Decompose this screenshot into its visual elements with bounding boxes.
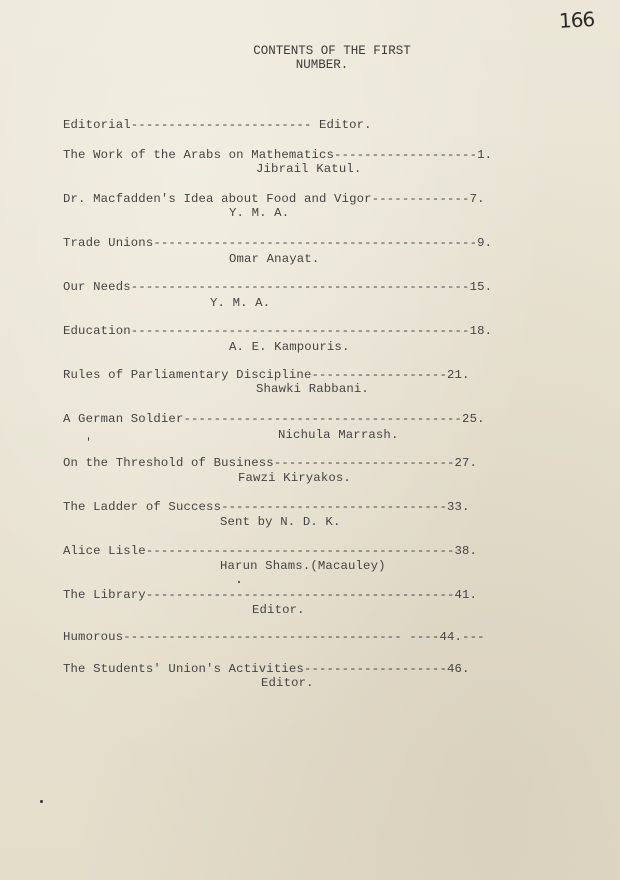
toc-entry-author: Jibrail Katul. [256, 162, 362, 176]
toc-entry-line: Dr. Macfadden's Idea about Food and Vigor-------------7. [63, 192, 485, 206]
toc-entry-line: The Students' Union's Activities-------------------46. [63, 662, 470, 676]
toc-entry-author: Nichula Marrash. [278, 428, 399, 442]
toc-entry-author: Y. M. A. [229, 206, 290, 220]
toc-entry-line: Editorial------------------------ Editor. [63, 118, 372, 132]
title-line-2: NUMBER. [295, 58, 349, 72]
toc-entry-trade-unions [63, 236, 593, 266]
toc-entry-parliamentary-discipline [63, 368, 593, 396]
toc-entry-our-needs [63, 280, 593, 310]
toc-entry-line: Trade Unions-------------------------------------------9. [63, 236, 493, 250]
toc-entry-students-union [63, 662, 593, 690]
toc-entry-line: The Ladder of Success------------------------------33. [63, 500, 470, 514]
toc-entry-arabs-mathematics [63, 148, 593, 176]
page-title [0, 44, 620, 72]
toc-entry-threshold-business [63, 456, 593, 485]
toc-entry-line: Alice Lisle-----------------------------------------38. [63, 544, 478, 558]
toc-entry-author: Editor. [252, 603, 305, 617]
toc-entry-author: A. E. Kampouris. [229, 340, 350, 354]
toc-entry-german-soldier [63, 412, 593, 442]
toc-entry-author: Shawki Rabbani. [256, 382, 369, 396]
toc-entry-author: Harun Shams.(Macauley) [220, 559, 386, 573]
title-line-1: CONTENTS OF THE FIRST [253, 44, 411, 58]
toc-entry-author: Omar Anayat. [229, 252, 320, 266]
ink-speck [40, 800, 43, 803]
toc-entry-macfadden [63, 192, 593, 220]
toc-entry-author: Y. M. A. [210, 296, 271, 310]
toc-entry-line: Education---------------------------------------------18. [63, 324, 493, 338]
folio-number: 166 [558, 7, 595, 33]
toc-entry-library [63, 588, 593, 617]
toc-entry-line: On the Threshold of Business------------------------27. [63, 456, 478, 470]
toc-entry-line: A German Soldier-------------------------------------25. [63, 412, 485, 426]
toc-entry-line: Humorous------------------------------------- ----44.--- [63, 630, 485, 644]
toc-entry-author: Sent by N. D. K. [220, 515, 341, 529]
toc-entry-alice-lisle [63, 544, 593, 573]
toc-entry-line: The Work of the Arabs on Mathematics-------------------1. [63, 148, 493, 162]
toc-entry-ladder-success [63, 500, 593, 529]
ink-speck [88, 437, 89, 441]
toc-entry-editorial [63, 118, 593, 132]
toc-entry-line: The Library-----------------------------------------41. [63, 588, 478, 602]
toc-entry-education [63, 324, 593, 354]
toc-entry-author: Fawzi Kiryakos. [238, 471, 351, 485]
toc-entry-humorous [63, 630, 593, 644]
toc-entry-line: Our Needs---------------------------------------------15. [63, 280, 493, 294]
ink-speck [238, 581, 240, 583]
toc-entry-author: Editor. [261, 676, 314, 690]
toc-entry-line: Rules of Parliamentary Discipline------------------21. [63, 368, 470, 382]
